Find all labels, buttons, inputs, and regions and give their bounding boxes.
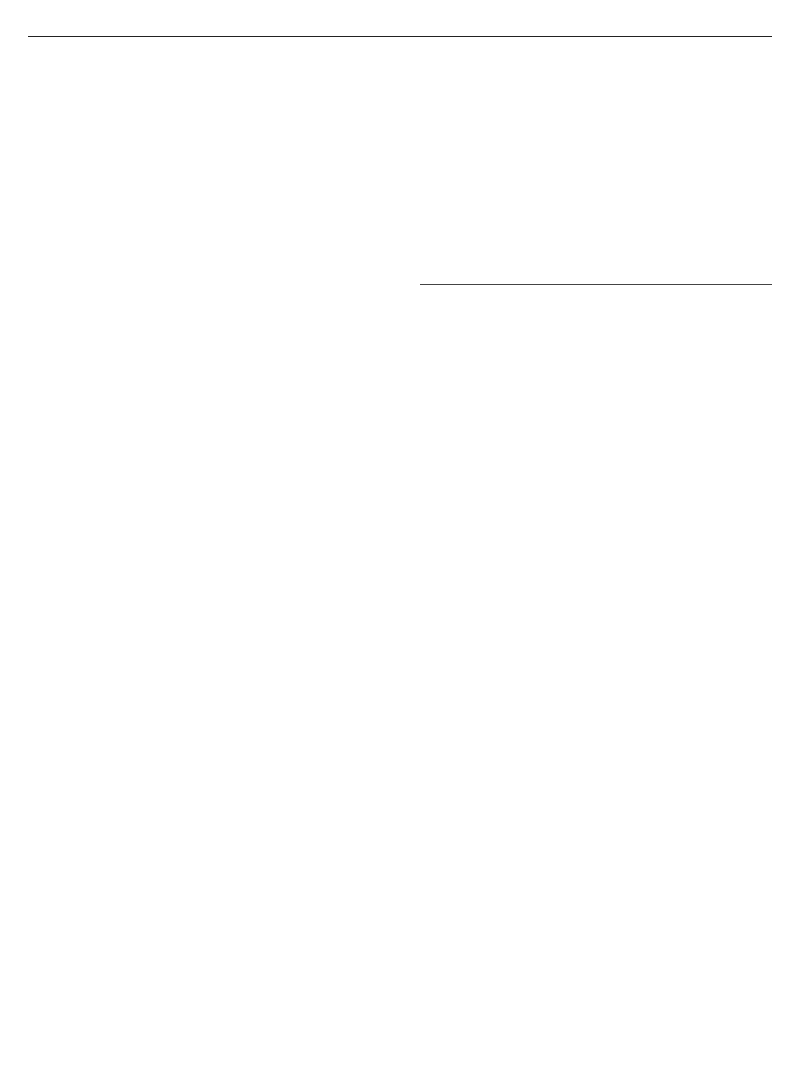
paragraph bbox=[420, 202, 772, 218]
left-column bbox=[28, 46, 380, 1068]
session-heading bbox=[420, 319, 772, 335]
paragraph bbox=[420, 365, 772, 381]
paragraph bbox=[420, 98, 772, 114]
section-divider bbox=[420, 284, 772, 285]
paragraph bbox=[420, 176, 772, 192]
section-title bbox=[420, 295, 772, 311]
paragraph bbox=[28, 98, 380, 114]
paragraph bbox=[28, 46, 380, 62]
right-column bbox=[420, 46, 772, 1068]
paragraph bbox=[420, 46, 772, 62]
paragraph bbox=[420, 124, 772, 140]
session-summary bbox=[420, 341, 772, 355]
paragraph bbox=[420, 150, 772, 166]
paragraph bbox=[420, 72, 772, 88]
paragraph bbox=[28, 72, 380, 88]
running-head bbox=[28, 10, 772, 37]
paragraph bbox=[420, 228, 772, 244]
signature bbox=[420, 254, 772, 270]
